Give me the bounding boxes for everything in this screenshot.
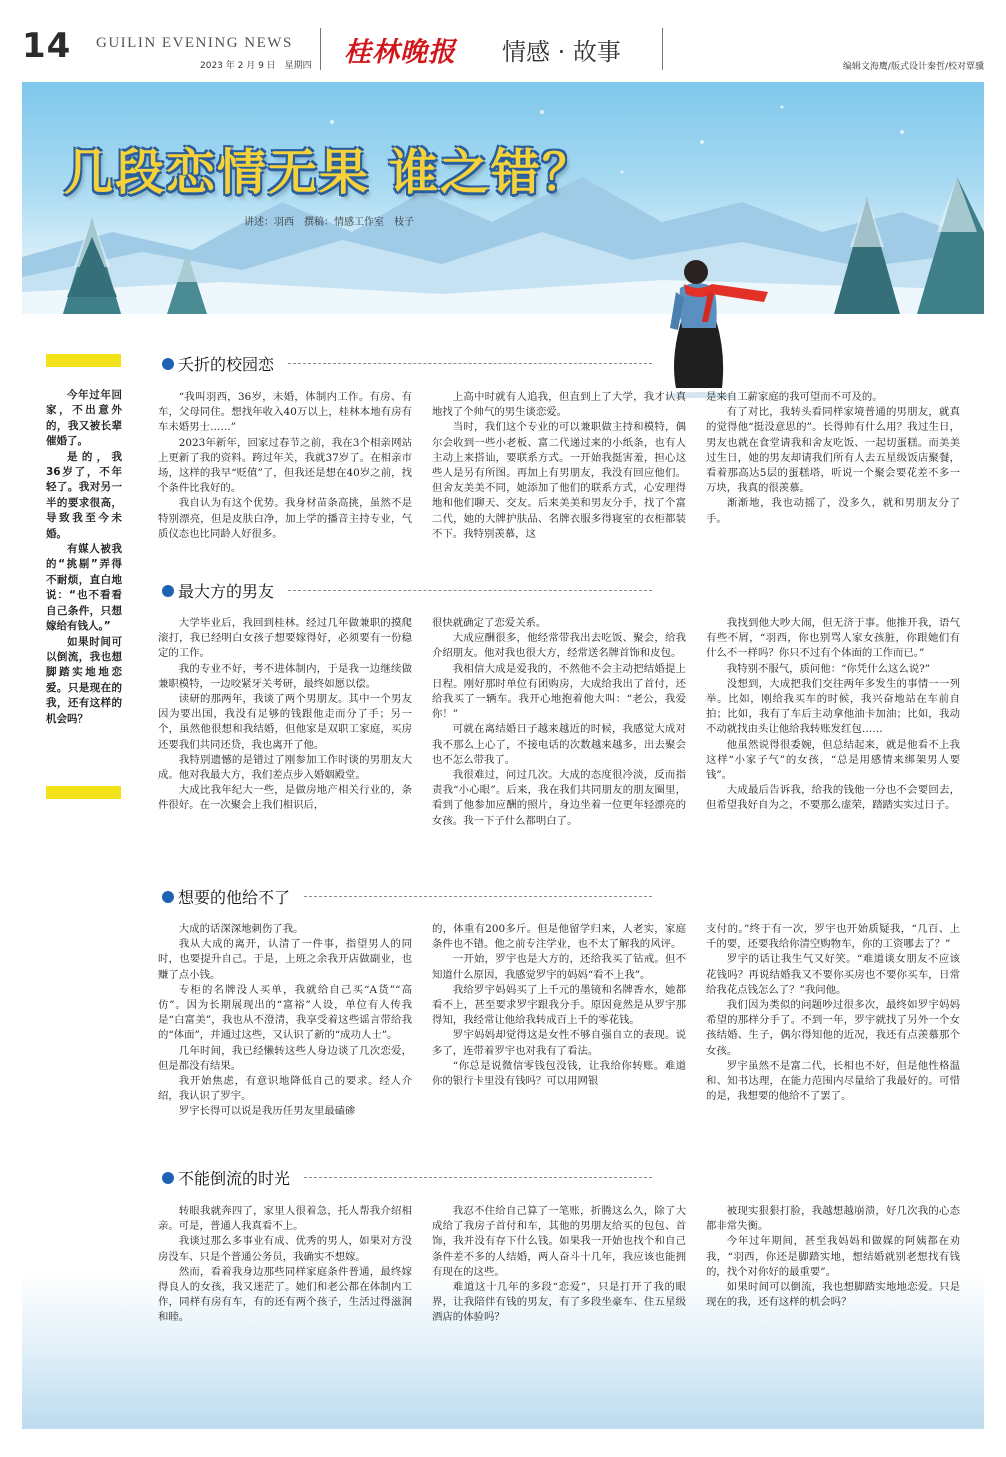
hero-banner	[22, 82, 984, 314]
section-title: 最大方的男友	[178, 582, 275, 601]
bullet-dot-icon	[162, 891, 174, 903]
sidebar-paragraph: 是的，我36岁了，不年轻了。我对另一半的要求很高，导致我至今未婚。	[46, 450, 122, 540]
paragraph: 的，体重有200多斤。但是他留学归来，人老实，家庭条件也不错。他之前专注学业，也不太了解我的风评。	[432, 923, 686, 951]
paragraph: 我给罗宇妈妈买了上千元的墨镜和名牌香水，她都看不上，甚至要求罗宇跟我分手。原因竟然是从罗宇那得知，我经常让他给我转成百上千的零花钱。	[432, 983, 686, 1027]
girl-figure-illustration	[660, 248, 770, 398]
paragraph: 我的专业不好，考不进体制内，于是我一边继续做兼职模特，一边咬紧牙关考研，最终如愿以偿。	[158, 662, 412, 690]
section-heading	[162, 1166, 652, 1189]
paragraph: 大成最后告诉我，给我的钱他一分也不会要回去，但希望我好自为之，不要那么虚荣，踏踏实实过日子。	[706, 784, 960, 812]
article-column	[706, 1204, 960, 1346]
section-title: 想要的他给不了	[178, 888, 291, 907]
paragraph: 罗宇长得可以说是我历任男友里最磕碜	[178, 1105, 356, 1118]
article-column	[432, 616, 686, 864]
paragraph: 没想到，大成把我们交往两年多发生的事情一一列举。比如，刚给我买车的时候，我兴奋地站在车前自拍；比如，我有了车后主动拿他油卡加油；比如，我动不动就找由头让他给我转账发红包……	[706, 677, 960, 736]
paragraph: 如果时间可以倒流，我也想脚踏实地地恋爱。只是现在的我，还有这样的机会吗？	[706, 1281, 960, 1309]
paragraph: 很快就确定了恋爱关系。	[432, 617, 547, 629]
article-column	[432, 1204, 686, 1346]
paragraph: 被现实狠狠打脸，我越想越崩溃，好几次我的心态都非常失衡。	[706, 1205, 960, 1233]
paragraph: 几年时间，我已经懒转这些人身边谈了几次恋爱，但是都没有结果。	[158, 1044, 412, 1072]
dashed-rule	[304, 1177, 652, 1178]
paragraph: 罗宇的话让我生气又好笑。“难道谈女朋友不应该花钱吗？再说结婚我又不要你买房也不要你买车，日常给我花点钱怎么了？”我问他。	[706, 953, 960, 996]
paragraph: 我们因为类似的问题吵过很多次，最终如罗宇妈妈希望的那样分手了。不到一年，罗宇就找了另外一个女孩结婚、生子，偶尔得知他的近况，我还有点羡慕那个女孩。	[706, 999, 960, 1057]
article-column	[706, 922, 960, 1144]
paragraph: 专柜的名牌没人买单，我就给自己买“A货”“高仿”。因为长期展现出的“富裕”人设，单位有人传我是“白富美”，我也从不澄清，我享受着这些谣言带给我的“体面”，并通过这些，又认识了新的“成功人士”。	[158, 983, 412, 1042]
paragraph: 上高中时就有人追我，但直到上了大学，我才认真地找了个帅气的男生谈恋爱。	[432, 391, 686, 419]
editor-credits: 编辑文海鹰/版式设计秦哲/校对覃骥	[842, 62, 984, 72]
dashed-rule	[304, 896, 652, 897]
section-heading	[162, 579, 652, 602]
paragraph: 我特别遗憾的是错过了刚参加工作时谈的男朋友大成。他对我最大方，我们差点步入婚姻殿堂。	[158, 753, 412, 782]
paragraph: 难道这十几年的多段“恋爱”，只是打开了我的眼界，让我陪伴有钱的男友，有了多段坐豪车、住五星级酒店的体验吗？	[432, 1281, 686, 1324]
paragraph: 大学毕业后，我回到桂林。经过几年做兼职的摸爬滚打，我已经明白女孩子想要嫁得好，必须要有一份稳定的工作。	[158, 617, 412, 660]
paragraph: 大成比我年纪大一些，是做房地产相关行业的，条件很好。在一次聚会上我们相识后，	[158, 784, 412, 812]
bullet-dot-icon	[162, 585, 174, 597]
section-title: 不能倒流的时光	[178, 1169, 291, 1188]
paragraph: 他虽然说得很委婉，但总结起来，就是他看不上我这样“小家子气”的女孩，“总是用感情来绑架男人要钱”。	[706, 738, 960, 782]
sidebar-intro	[46, 388, 122, 727]
paragraph: 罗宇妈妈却觉得这是女性不够自强自立的表现。说多了，连带着罗宇也对我有了看法。	[432, 1029, 686, 1057]
sidebar-paragraph: 如果时间可以倒流，我也想脚踏实地地恋爱。只是现在的我，还有这样的机会吗？	[46, 635, 122, 725]
byline: 讲述：羽西 撰稿：情感工作室 枝子	[244, 217, 414, 228]
paragraph: 2023年新年，回家过春节之前，我在3个相亲网站上更新了我的资料。跨过年关，我就37岁了。在相亲市场，这样的我早“贬值”了，但我还是想在40岁之前，找个条件比我好的。	[158, 436, 412, 495]
sidebar-accent-bar	[46, 786, 121, 799]
masthead-divider	[662, 28, 663, 70]
bullet-dot-icon	[162, 1172, 174, 1184]
paragraph: 我从大成的离开，认清了一件事，指望男人的同时，也要提升自己。于是，上班之余我开店做副业，也赚了点小钱。	[158, 938, 412, 981]
paragraph: “我叫羽西，36岁，未婚，体制内工作。有房、有车，父母同住。想找年收入40万以上，桂林本地有房有车未婚男士……”	[158, 391, 412, 434]
article-column	[158, 922, 412, 1144]
section-name: 情感 · 故事	[502, 38, 621, 66]
paragraph: “你总是说微信零钱包没钱，让我给你转账。难道你的银行卡里没有钱吗？可以用网银	[432, 1059, 686, 1088]
paragraph: 然而，看着我身边那些同样家庭条件普通，最终嫁得良人的女孩，我又迷茫了。她们和老公都在体制内工作，同样有房有车，有的还有两个孩子，生活过得滋润和睦。	[158, 1265, 412, 1324]
masthead-divider	[320, 28, 321, 70]
paragraph: 有了对比，我转头看同样家境普通的男朋友，就真的觉得他“挺没意思的”。长得帅有什么用？我过生日，男友也就在食堂请我和舍友吃饭、一起切蛋糕。而美美过生日，她的男友却请我们所有人去五星级饭店聚餐，看着那高达5层的蛋糕塔，听说一个聚会要花差不多一万块，我真的很羡慕。	[706, 406, 960, 495]
paragraph: 我相信大成是爱我的，不然他不会主动把结婚提上日程。刚好那时单位有团购房，大成给我出了首付，还给我买了一辆车。我开心地抱着他大叫：“老公，我爱你！”	[432, 662, 686, 721]
article-column	[432, 922, 686, 1144]
section-heading	[162, 352, 652, 375]
sidebar-paragraph: 有媒人被我的“挑剔”弄得不耐烦，直白地说：“也不看看自己条件，只想嫁给有钱人。”	[46, 543, 122, 633]
paragraph: 读研的那两年，我谈了两个男朋友。其中一个男友因为要出国，我没有足够的钱跟他走而分了手；另一个，虽然他很想和我结婚，但他家是双职工家庭，买房还要我们共同还贷，我也离开了他。	[158, 693, 412, 751]
article-column	[158, 390, 412, 566]
article-column	[158, 616, 412, 864]
dashed-rule	[288, 590, 652, 591]
section-title: 夭折的校园恋	[178, 355, 275, 374]
paragraph: 今年过年期间，甚至我妈妈和做媒的阿姨都在劝我，“羽西，你还是脚踏实地，想结婚就别老想找有钱的，找个对你好的最重要”。	[706, 1235, 960, 1278]
paragraph: 渐渐地，我也动摇了，没多久，就和男朋友分了手。	[706, 497, 960, 525]
article-column	[158, 1204, 412, 1346]
paragraph: 是来自工薪家庭的我可望而不可及的。	[706, 391, 883, 403]
page-number: 14	[22, 26, 72, 66]
issue-date: 2023 年 2 月 9 日 星期四	[200, 61, 312, 71]
paragraph: 大成应酬很多，他经常带我出去吃饭、聚会，给我介绍朋友。他对我也很大方，经常送名牌首饰和皮包。	[432, 632, 686, 660]
section-heading	[162, 885, 652, 908]
bullet-dot-icon	[162, 358, 174, 370]
paragraph: 我很难过，问过几次。大成的态度很冷淡，反而指责我“小心眼”。后来，我在我们共同朋友的朋友圈里，看到了他参加应酬的照片，身边坐着一位更年轻漂亮的女孩。我一下子什么都明白了。	[432, 769, 686, 827]
paper-name-english: GUILIN EVENING NEWS	[96, 35, 293, 51]
paragraph: 大成的话深深地刺伤了我。	[178, 923, 304, 935]
paragraph: 支付的。”终于有一次，罗宇也开始质疑我，“几百、上千的要，还要我给你清空购物车，你的工资哪去了？”	[706, 923, 960, 951]
article-column	[706, 390, 960, 566]
paper-logo: 桂林晚报	[344, 37, 456, 68]
sidebar-accent-bar	[46, 354, 121, 367]
paragraph: 我忍不住给自己算了一笔账，折腾这么久，除了大成给了我房子首付和车，其他的男朋友给买的包包、首饰，我并没有存下什么钱。如果我一开始也找个和自己条件差不多的人结婚，两人奋斗十几年，我应该也能拥有现在的这些。	[432, 1205, 686, 1278]
article-column	[432, 390, 686, 566]
paragraph: 当时，我们这个专业的可以兼职做主持和模特，偶尔会收到一些小老板、富二代递过来的小纸条，也有人主动上来搭讪，要联系方式。一开始我挺害羞，担心这些人是另有所图。再加上有男朋友，我没有回应他们。但舍友美美不同，她添加了他们的联系方式，心安理得地和他们聊天、交友。后来美美和男友分手，找了个富二代，她的大牌护肤品、名牌衣服多得寝室的衣柜都装不下。我特别羡慕，这	[432, 421, 686, 540]
article-column	[706, 616, 960, 864]
paragraph: 我找到他大吵大闹，但无济于事。他推开我，语气有些不屑，“羽西，你也别骂人家女孩脏，你跟她们有什么不一样吗？你只不过有个体面的工作而已。”	[706, 617, 960, 660]
paragraph: 一开始，罗宇也是大方的，还给我买了钻戒。但不知道什么原因，我感觉罗宇的妈妈“看不上我”。	[432, 953, 686, 981]
headline: 几段恋情无果 谁之错？	[64, 144, 594, 201]
paragraph: 转眼我就奔四了，家里人很着急，托人帮我介绍相亲。可是，普通人我真看不上。	[158, 1205, 412, 1233]
paragraph: 我开始焦虑，有意识地降低自己的要求。经人介绍，我认识了罗宇。	[158, 1075, 412, 1103]
paragraph: 我谈过那么多事业有成、优秀的男人，如果对方没房没车、只是个普通公务员，我确实不想嫁。	[158, 1235, 412, 1263]
sidebar-paragraph: 今年过年回家，不出意外的，我又被长辈催婚了。	[46, 389, 122, 448]
paragraph: 我自认为有这个优势。我身材苗条高挑，虽然不是特别漂亮，但是皮肤白净，加上学的播音主持专业，气质仪态也比同龄人好很多。	[158, 497, 412, 540]
paragraph: 我特别不服气，质问他：“你凭什么这么说?”	[726, 662, 931, 675]
masthead	[22, 26, 984, 74]
paragraph: 罗宇虽然不是富二代，长相也不好，但是他性格温和、知书达理，在能力范围内尽量给了我最好的。可惜的是，我想要的他给不了罢了。	[706, 1059, 960, 1103]
dashed-rule	[288, 363, 652, 364]
paragraph: 可就在离结婚日子越来越近的时候，我感觉大成对我不那么上心了，不接电话的次数越来越多，出去聚会也不怎么带我了。	[432, 723, 686, 766]
